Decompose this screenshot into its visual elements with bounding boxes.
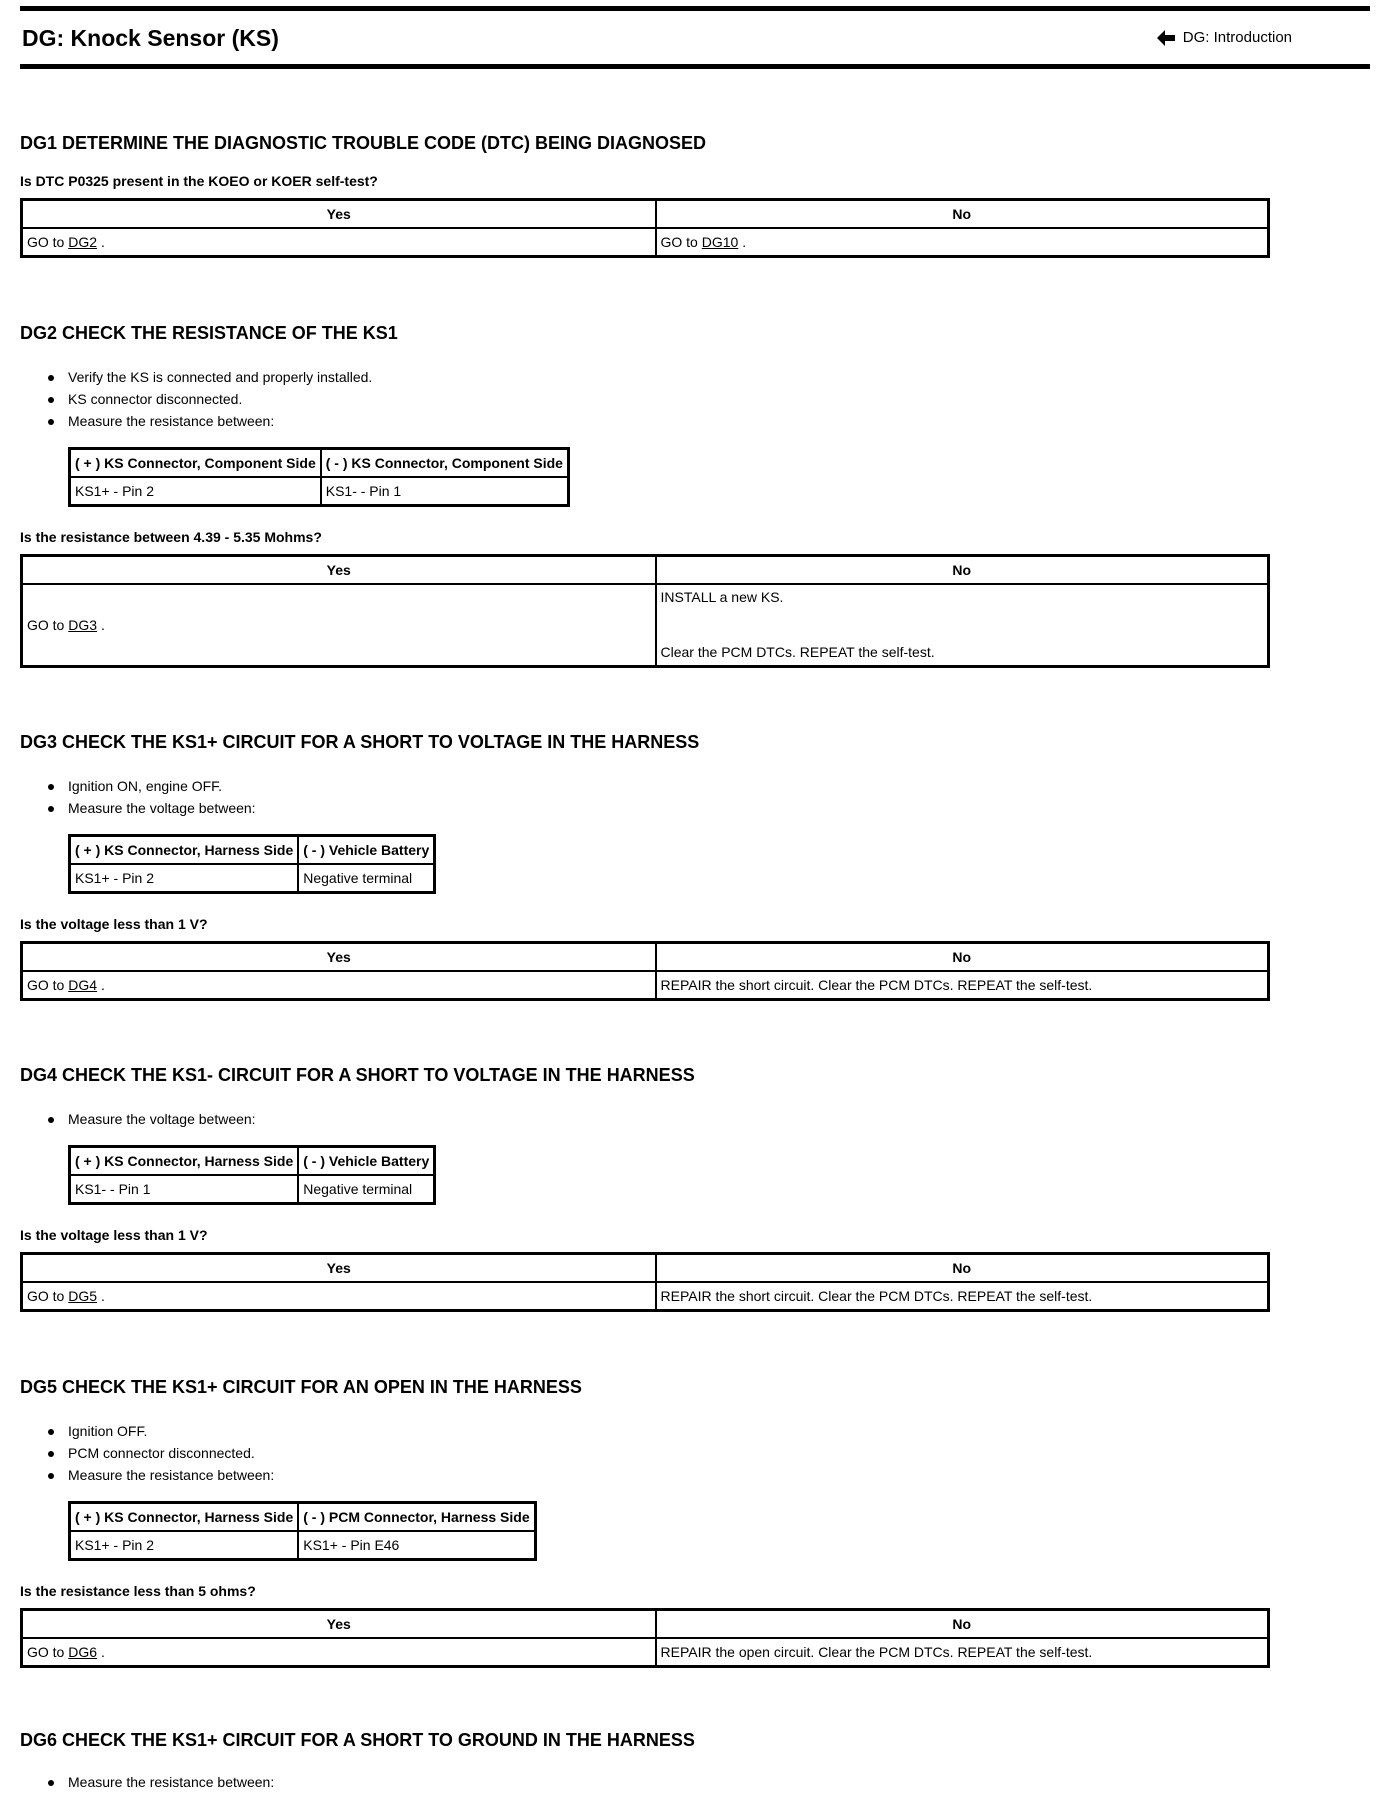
section-dg2 xyxy=(20,323,1320,668)
measurement-table xyxy=(68,1145,436,1205)
page-header xyxy=(20,11,1370,64)
table-header: ( - ) KS Connector, Component Side xyxy=(321,449,569,478)
list-item: Measure the resistance between: xyxy=(48,1464,1320,1486)
arrow-left-icon xyxy=(1157,30,1175,46)
list-item: Ignition ON, engine OFF. xyxy=(48,775,1320,797)
yes-no-table xyxy=(20,1252,1270,1312)
yes-no-table xyxy=(20,941,1270,1001)
measurement-table xyxy=(68,834,436,894)
no-cell: GO to DG10 . xyxy=(656,228,1269,257)
section-title: DG2 CHECK THE RESISTANCE OF THE KS1 xyxy=(20,323,398,343)
table-cell: KS1+ - Pin E46 xyxy=(298,1531,535,1560)
goto-dg6-link[interactable]: DG6 xyxy=(68,1644,98,1660)
back-link[interactable] xyxy=(1157,29,1292,46)
table-header: ( + ) KS Connector, Harness Side xyxy=(70,1147,299,1176)
section-title: DG1 DETERMINE THE DIAGNOSTIC TROUBLE CODE (DTC) BEING DIAGNOSED xyxy=(20,133,707,153)
page xyxy=(20,0,1370,1790)
list-item: Measure the voltage between: xyxy=(48,797,1320,819)
yes-header: Yes xyxy=(22,1610,656,1639)
yes-cell: GO to DG6 . xyxy=(22,1638,656,1667)
no-header: No xyxy=(656,556,1269,585)
question: Is the resistance between 4.39 - 5.35 Mohms? xyxy=(20,529,322,545)
table-header: ( - ) Vehicle Battery xyxy=(298,1147,435,1176)
yes-cell: GO to DG4 . xyxy=(22,971,656,1000)
yes-header: Yes xyxy=(22,1254,656,1283)
list-item: Verify the KS is connected and properly installed. xyxy=(48,366,1320,388)
question: Is the voltage less than 1 V? xyxy=(20,1227,208,1243)
list-item: Ignition OFF. xyxy=(48,1420,1320,1442)
yes-cell: GO to DG2 . xyxy=(22,228,656,257)
section-dg3 xyxy=(20,732,1320,1001)
yes-header: Yes xyxy=(22,943,656,972)
list-item: Measure the resistance between: xyxy=(48,1771,1320,1793)
steps-list xyxy=(20,1108,1320,1130)
header-rule xyxy=(20,64,1370,69)
measurement-table xyxy=(68,447,570,507)
yes-cell: GO to DG5 . xyxy=(22,1282,656,1311)
table-cell: KS1+ - Pin 2 xyxy=(70,477,321,506)
no-header: No xyxy=(656,200,1269,229)
list-item: Measure the resistance between: xyxy=(48,410,1320,432)
steps-list xyxy=(20,1420,1320,1486)
section-dg5 xyxy=(20,1377,1320,1668)
table-cell: KS1- - Pin 1 xyxy=(321,477,569,506)
yes-no-table xyxy=(20,198,1270,258)
section-title: DG6 CHECK THE KS1+ CIRCUIT FOR A SHORT TO GROUND IN THE HARNESS xyxy=(20,1730,695,1750)
no-header: No xyxy=(656,1610,1269,1639)
steps-list xyxy=(20,1771,1320,1793)
no-header: No xyxy=(656,943,1269,972)
measurement-table xyxy=(68,1501,537,1561)
back-link-label[interactable]: DG: Introduction xyxy=(1182,29,1292,46)
goto-dg4-link[interactable]: DG4 xyxy=(68,977,98,993)
table-cell: KS1+ - Pin 2 xyxy=(70,1531,299,1560)
section-dg4 xyxy=(20,1065,1320,1312)
list-item: Measure the voltage between: xyxy=(48,1108,1320,1130)
yes-no-table xyxy=(20,1608,1270,1668)
no-cell: REPAIR the short circuit. Clear the PCM DTCs. REPEAT the self-test. xyxy=(656,971,1269,1000)
list-item: PCM connector disconnected. xyxy=(48,1442,1320,1464)
no-cell: REPAIR the short circuit. Clear the PCM DTCs. REPEAT the self-test. xyxy=(656,1282,1269,1311)
table-cell: Negative terminal xyxy=(298,1175,435,1204)
table-header: ( + ) KS Connector, Harness Side xyxy=(70,836,299,865)
no-line-1: INSTALL a new KS. xyxy=(660,589,784,605)
section-title: DG3 CHECK THE KS1+ CIRCUIT FOR A SHORT TO VOLTAGE IN THE HARNESS xyxy=(20,732,700,752)
steps-list xyxy=(20,775,1320,819)
list-item: KS connector disconnected. xyxy=(48,388,1320,410)
table-cell: Negative terminal xyxy=(298,864,435,893)
table-header: ( + ) KS Connector, Component Side xyxy=(70,449,321,478)
section-title: DG5 CHECK THE KS1+ CIRCUIT FOR AN OPEN IN THE HARNESS xyxy=(20,1377,582,1397)
table-header: ( - ) PCM Connector, Harness Side xyxy=(298,1503,535,1532)
yes-header: Yes xyxy=(22,556,656,585)
goto-dg10-link[interactable]: DG10 xyxy=(701,234,739,250)
table-header: ( - ) Vehicle Battery xyxy=(298,836,435,865)
no-header: No xyxy=(656,1254,1269,1283)
goto-dg2-link[interactable]: DG2 xyxy=(68,234,98,250)
goto-dg3-link[interactable]: DG3 xyxy=(68,617,98,633)
question: Is the voltage less than 1 V? xyxy=(20,916,208,932)
goto-dg5-link[interactable]: DG5 xyxy=(68,1288,98,1304)
table-cell: KS1+ - Pin 2 xyxy=(70,864,299,893)
question: Is the resistance less than 5 ohms? xyxy=(20,1583,256,1599)
steps-list xyxy=(20,366,1320,432)
question: Is DTC P0325 present in the KOEO or KOER self-test? xyxy=(20,173,378,189)
section-dg1 xyxy=(20,133,1320,258)
no-cell xyxy=(656,584,1269,667)
page-title: DG: Knock Sensor (KS) xyxy=(22,25,279,51)
yes-cell: GO to DG3 . xyxy=(22,584,656,667)
no-line-2: Clear the PCM DTCs. REPEAT the self-test. xyxy=(660,644,935,660)
table-header: ( + ) KS Connector, Harness Side xyxy=(70,1503,299,1532)
yes-header: Yes xyxy=(22,200,656,229)
no-cell: REPAIR the open circuit. Clear the PCM DTCs. REPEAT the self-test. xyxy=(656,1638,1269,1667)
yes-no-table xyxy=(20,554,1270,668)
section-title: DG4 CHECK THE KS1- CIRCUIT FOR A SHORT TO VOLTAGE IN THE HARNESS xyxy=(20,1065,695,1085)
table-cell: KS1- - Pin 1 xyxy=(70,1175,299,1204)
